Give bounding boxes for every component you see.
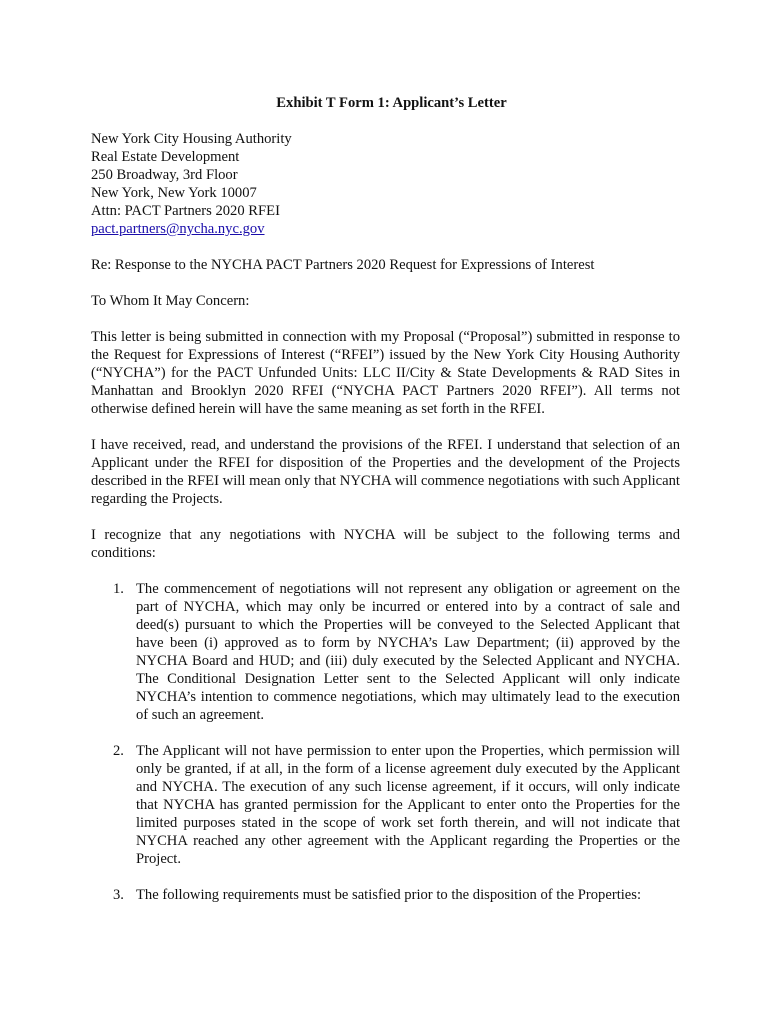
recipient-address — [91, 130, 680, 238]
list-item-number: 3. — [113, 887, 124, 903]
list-item-text: The following requirements must be satisfied prior to the disposition of the Properties: — [136, 887, 642, 903]
list-item — [91, 580, 680, 724]
salutation: To Whom It May Concern: — [91, 293, 250, 309]
list-item-text: The Applicant will not have permission to enter upon the Properties, which permission will only be granted, if at all, in the form of a license agreement duly executed by the Applicant and NYCHA. The execution of any such license agreement, if it occurs, will only indicate that NYCHA has granted permission for the Applicant to enter onto the Properties for the limited purposes stated in the scope of work set forth therein, and will not indicate that NYCHA reached any other agreement with the Applicant regarding the Properties or the Project. — [136, 743, 680, 867]
address-line-attention: Attn: PACT Partners 2020 RFEI — [91, 203, 280, 219]
email-link[interactable]: pact.partners@nycha.nyc.gov — [91, 221, 265, 237]
list-item — [91, 886, 680, 904]
paragraph-proposal: This letter is being submitted in connection with my Proposal (“Proposal”) submitted in response to the Request for Expressions of Interest (“RFEI”) issued by the New York City Housing Authority (“NYCHA”) for the PACT Unfunded Units: LLC II/City & State Developments & RAD Sites in Manhattan and Brooklyn 2020 RFEI (“NYCHA PACT Partners 2020 RFEI”). All terms not otherwise defined herein will have the same meaning as set forth in the RFEI. — [91, 329, 680, 417]
document-title: Exhibit T Form 1: Applicant’s Letter — [276, 95, 507, 111]
paragraph-terms-intro: I recognize that any negotiations with NYCHA will be subject to the following terms and conditions: — [91, 527, 680, 561]
list-item-number: 1. — [113, 581, 124, 597]
list-item — [91, 742, 680, 868]
re-line: Re: Response to the NYCHA PACT Partners 2020 Request for Expressions of Interest — [91, 257, 595, 273]
list-item-text: The commencement of negotiations will not represent any obligation or agreement on the part of NYCHA, which may only be incurred or entered into by a contract of sale and deed(s) pursuant to which the Properties will be conveyed to the Selected Applicant that have been (i) approved as to form by NYCHA’s Law Department; (ii) approved by the NYCHA Board and HUD; and (iii) duly executed by the Selected Applicant and NYCHA. The Conditional Designation Letter sent to the Selected Applicant will only indicate NYCHA’s intention to commence negotiations, which may ultimately lead to the execution of such an agreement. — [136, 581, 680, 723]
paragraph-understanding: I have received, read, and understand the provisions of the RFEI. I understand that selection of an Applicant under the RFEI for disposition of the Properties and the development of the Projects described in the RFEI will mean only that NYCHA will commence negotiations with such Applicant regarding the Projects. — [91, 437, 680, 507]
list-item-number: 2. — [113, 743, 124, 759]
terms-list — [91, 580, 680, 904]
address-line-street: 250 Broadway, 3rd Floor — [91, 167, 238, 183]
address-line-organization: New York City Housing Authority — [91, 131, 292, 147]
address-line-city: New York, New York 10007 — [91, 185, 257, 201]
address-line-department: Real Estate Development — [91, 149, 240, 165]
